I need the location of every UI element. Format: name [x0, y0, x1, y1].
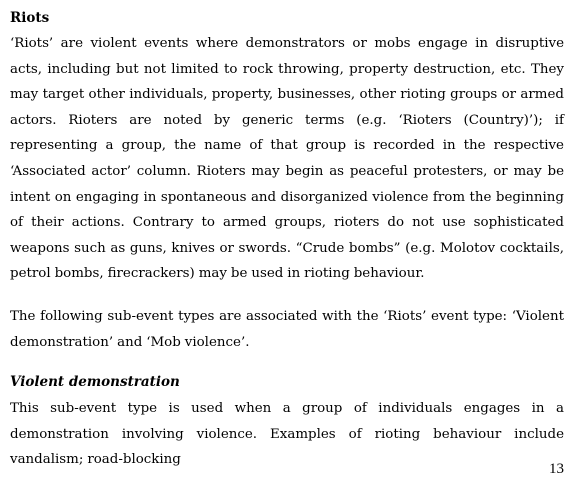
subsection-title: Violent demonstration [10, 374, 180, 391]
document-page [10, 8, 564, 473]
section-title: Riots [10, 10, 50, 26]
paragraph-riots-definition: ‘Riots’ are violent events where demonstrators or mobs engage in disruptive acts, including but not limited to rock throwing, property destruction, etc. They may target other individuals, property, businesses, other rioting groups or armed actors. Rioters are noted by generic terms (e.g. ‘Rioters (Country)’); if representing a group, the name of that group is recorded in the respective ‘Associated actor’ column. Rioters may begin as peaceful protesters, or may be intent on engaging in spontaneous and disorganized violence from the beginning of their actions. Contrary to armed groups, rioters do not use sophisticated weapons such as guns, knives or swords. “Crude bombs” (e.g. Molotov cocktails, petrol bombs, firecrackers) may be used in rioting behaviour. [10, 36, 564, 282]
paragraph-violent-demonstration: This sub-event type is used when a group of individuals engages in a demonstration involving violence. Examples of rioting behaviour include vandalism; road-blocking [10, 401, 564, 468]
page-number: 13 [549, 461, 564, 477]
paragraph-sub-event-types: The following sub-event types are associated with the ‘Riots’ event type: ‘Violent demonstration’ and ‘Mob violence’. [10, 308, 564, 350]
